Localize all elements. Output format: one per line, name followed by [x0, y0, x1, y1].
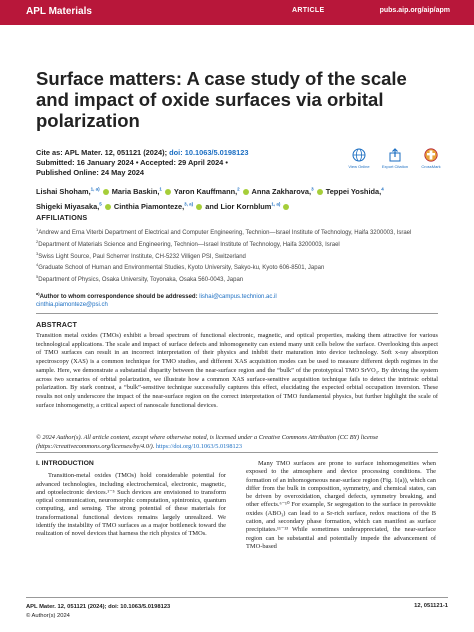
intro-heading: I. INTRODUCTION — [36, 460, 94, 467]
orcid-icon[interactable] — [243, 189, 249, 195]
orcid-icon[interactable] — [317, 189, 323, 195]
affiliation-item: $^4$Graduate School of Human and Environmental Studies, Kyoto University, Sakyo-ku, Kyoto 606-8501, Japan — [36, 262, 325, 272]
author-item[interactable]: Shigeki Miyasaka,$^5$ — [36, 202, 112, 211]
author-item[interactable]: Lishai Shoham,$^{1, a)}$ — [36, 187, 110, 196]
author-item[interactable]: Anna Zakharova,$^3$ — [252, 187, 324, 196]
footer-divider — [26, 597, 448, 598]
affiliation-item: $^1$Andrew and Erna Viterbi Department of Electrical and Computer Engineering, Technion—Israel Institute of Technology, Haifa 3200003, Israel — [36, 227, 412, 236]
author-item[interactable]: Teppei Yoshida,$^4$ — [325, 187, 384, 197]
crossmark-icon — [424, 148, 438, 162]
author-item[interactable]: Maria Baskin,$^1$ — [112, 187, 172, 196]
export-citation-button[interactable] — [378, 148, 412, 169]
orcid-icon[interactable] — [105, 204, 111, 210]
author-item[interactable]: Yaron Kauffmann,$^2$ — [174, 187, 250, 196]
affiliation-item: $^5$Department of Physics, Osaka University, Toyonaka, Osaka 560-0043, Japan — [36, 274, 244, 284]
abstract-text: Transition metal oxides (TMOs) exhibit a broad spectrum of functional electronic, magnetic, and optical properties, making them attractive for various technological applications. The scale and impact of surface defects and inhomogeneity can extend many unit cells below the surface. Overlooking this aspect of TMO surfaces can result in an incorrect interpretation of their physics and inhibit their maturation into device technology. Soft x-ray absorption spectroscopy (XAS) is a common technique for TMO studies, and different XAS acquisition modes can be used to measure different depth regimes in the sample. Here, we demonstrate a substantial disparity between the near-surface region and the “bulk” of the prototypical TMO SrVO₃. By driving the system across two scenarios of orbital polarization, we illustrate how a common XAS surface-sensitive acquisition technique fails to detect the intrinsic orbital polarization. By stark contrast, a “bulk”-sensitive technique successfully captures this effect, elucidating the expected orbital occupation inversion. These results not only underscore the impact of the near-surface region on the correct interpretation of TMO fundamental physics, but further highlight the scale of surface inhomogeneity, a critical aspect of nanoscale functional devices. — [36, 332, 438, 409]
article-title: Surface matters: A case study of the scale and impact of oxide surfaces via orbital polarization — [36, 68, 407, 131]
section-divider — [36, 313, 438, 314]
intro-paragraph: Transition-metal oxides (TMOs) hold considerable potential for advanced technologies, including electrochemical, electronic, magnetic, and optoelectronic devices.¹⁻⁵ Such devices are envisioned to transform optical communication, neuromorphic computation, spintronics, quantum computing, and sensing. The strong potential of these materials for transformational functional devices remains largely unrealized. We identify the instability of TMO surfaces as a major bottleneck toward the realization of novel devices that harness the rich physics of TMOs. — [36, 472, 226, 538]
published-date: Published Online: 24 May 2024 — [36, 168, 145, 177]
crossmark-button[interactable] — [414, 148, 448, 169]
view-online-button[interactable] — [342, 148, 376, 169]
export-icon — [388, 148, 402, 162]
citation-block — [36, 148, 248, 178]
crossmark-label: CrossMark — [421, 164, 441, 169]
correspondence-note: $^{a)}$Author to whom correspondence should be addressed: lishai@campus.technion.ac.il cinthia.piamonteze@psi.ch — [36, 291, 277, 308]
orcid-icon[interactable] — [283, 204, 289, 210]
license-notice: © 2024 Author(s). All article content, except where otherwise noted, is licensed under a Creative Commons Attribution (CC BY) license (https://creativecommons.org/licenses/by/4.0/). https://doi.org/10.1063/5.0198123 — [36, 434, 379, 450]
license-doi-link[interactable]: https://doi.org/10.1063/5.0198123 — [155, 442, 242, 450]
page-number: 12, 051121-1 — [414, 603, 448, 609]
view-online-label: View Online — [348, 164, 370, 169]
article-type-label: ARTICLE — [292, 7, 325, 14]
export-citation-label: Export Citation — [381, 164, 409, 169]
intro-paragraph: Many TMO surfaces are prone to surface inhomogeneities when exposed to the atmosphere and device processing conditions. The formation of an inhomogeneous near-surface region (Fig. 1(a)), which can differ from the bulk in composition, symmetry, and chemical states, can be driven by overoxidation, charged defects, symmetry breaking, and other effects.⁶⁻¹⁰ For example, Sr segregation to the surface in perovskite oxides (ABO₃) can lead to a Sr-rich surface, redox reactions of the B cation, and secondary phase formation, which can manifest as surface precipitates.¹¹⁻¹³ While sometimes underappreciated, the near-surface region can be substantial and potentially impede the advancement of TMO-based — [246, 460, 436, 550]
affiliations-heading: AFFILIATIONS — [36, 213, 88, 222]
orcid-icon[interactable] — [103, 189, 109, 195]
author-item[interactable]: and Lior Kornblum$^{1, a)}$ — [205, 202, 290, 211]
footer-citation: APL Mater. 12, 051121 (2024); doi: 10.1063/5.0198123 © Author(s) 2024 — [26, 604, 171, 619]
cite-as-text: Cite as: APL Mater. 12, 051121 (2024); — [36, 148, 168, 157]
orcid-icon[interactable] — [165, 189, 171, 195]
submission-dates: Submitted: 16 January 2024 • Accepted: 29 April 2024 • — [36, 158, 228, 167]
intro-left-column — [36, 460, 226, 539]
journal-name[interactable]: APL Materials — [26, 6, 92, 17]
orcid-icon[interactable] — [196, 204, 202, 210]
affiliation-list — [36, 226, 436, 285]
abstract-heading: ABSTRACT — [36, 320, 78, 329]
doi-link[interactable]: doi: 10.1063/5.0198123 — [169, 148, 249, 157]
author-list — [36, 184, 436, 213]
article-actions — [342, 148, 452, 178]
globe-icon — [352, 148, 366, 162]
affiliation-item: $^3$Swiss Light Source, Paul Scherrer Institute, CH-5232 Villigen PSI, Switzerland — [36, 250, 246, 260]
email-link[interactable]: cinthia.piamonteze@psi.ch — [36, 302, 108, 308]
affiliation-item: $^2$Department of Materials Science and Engineering, Technion—Israel Institute of Technology, Haifa 3200003, Israel — [36, 238, 340, 248]
section-divider — [36, 452, 438, 453]
journal-url-link[interactable]: pubs.aip.org/aip/apm — [379, 7, 450, 14]
journal-header-bar — [0, 0, 474, 25]
intro-right-column — [246, 460, 436, 551]
author-item[interactable]: Cinthia Piamonteze,$^{3, a)}$ — [114, 202, 203, 211]
email-link[interactable]: lishai@campus.technion.ac.il — [199, 294, 277, 300]
